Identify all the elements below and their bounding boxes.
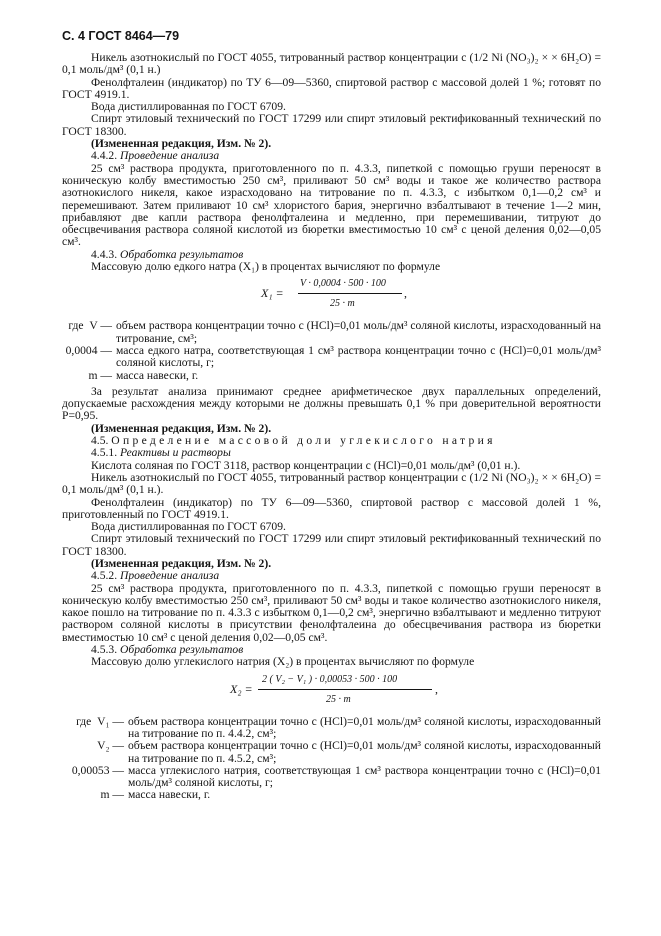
formula-lhs: X₂ = [230, 681, 253, 696]
definition-term: m — [88, 368, 112, 382]
definition-item [62, 740, 601, 765]
reagent-ethanol: Спирт этиловый технический по ГОСТ 17299 или спирт этиловый ректификованный технический по ГОСТ 18300. [62, 532, 601, 558]
page-header: С. 4 ГОСТ 8464—79 [62, 29, 180, 43]
section-number: 4.5.3. [91, 643, 118, 657]
formula-intro: Массовую долю едкого натра (X₁) в процентах вычисляют по формуле [91, 260, 441, 274]
definition-description: масса навески, г. [128, 788, 211, 802]
definition-description: объем раствора концентрации точно с (HCl)=0,01 моль/дм³ соляной кислоты, израсходованный на титрование по п. 4.4.2, см³; [128, 714, 601, 740]
formula-lhs: X₁ = [261, 286, 284, 301]
definition-term: где V₁ — [76, 714, 124, 728]
reagent-water: Вода дистиллированная по ГОСТ 6709. [91, 100, 286, 114]
definition-description: масса навески, г. [116, 368, 199, 382]
definition-item [62, 370, 601, 382]
section-number: 4.5.2. [91, 569, 118, 583]
revision-note: (Измененная редакция, Изм. № 2). [91, 421, 272, 435]
formula-comma: , [404, 286, 407, 301]
definition-term: 0,00053 — [71, 763, 124, 777]
section-heading-4-4-2 [62, 150, 601, 162]
reagent-phenolphthalein: Фенолфталеин (индикатор) по ТУ 6—09—5360, спиртовой раствор с массовой долей 1 %; готовят по ГОСТ 4919.1. [62, 75, 601, 101]
revision-note: (Измененная редакция, Изм. № 2). [91, 556, 272, 570]
reagent-nickel-nitrate: Никель азотнокислый по ГОСТ 4055, титрованный раствор концентрации с (1/2 Ni (NO₃)₂ × × 6H₂O) = 0,1 моль/дм³ (0,1 н.) [62, 51, 601, 77]
section-number: 4.5.1. [91, 446, 118, 460]
section-number: 4.5. [91, 434, 109, 448]
section-text-4-5-2: 25 см³ раствора продукта, приготовленного по п. 4.3.3, пипеткой с помощью груши переносят в коническую колбу вместимостью 250 см³, приливают 50 см³ воды и такое количество азотнокислого никеля, какое пошло на титрование по п. 4.3.3 с избытком 0,1—0,2 см³, энергично взбалтывают и медленно титруют раствором соляной кислоты в присутствии фенолфталеина до обесцвечивания раствора из бюретки вместимостью 10 см³ с ценой деления 0,02—0,05 см³. [62, 581, 601, 644]
section-title: Обработка результатов [120, 247, 244, 261]
reagent-phenolphthalein: Фенолфталеин (индикатор) по ТУ 6—09—5360, спиртовой раствор с массовой долей 1 %, приготовленный по ГОСТ 4919.1. [62, 495, 601, 521]
section-number: 4.4.2. [91, 149, 118, 163]
section-title: Проведение анализа [120, 569, 220, 583]
definition-description: объем раствора концентрации точно с (HCl)=0,01 моль/дм³ соляной кислоты, израсходованный на титрование по п. 4.5.2, см³; [128, 739, 601, 765]
result-statement: За результат анализа принимают среднее арифметическое двух параллельных определений, допускаемые расхождения между которыми не должны превышать 0,1 % при доверительной вероятности P=0,95. [62, 384, 601, 423]
definition-item [62, 345, 601, 370]
formula-numerator: V · 0,0004 · 500 · 100 [300, 278, 386, 290]
definition-description: масса углекислого натрия, соответствующая 1 см³ раствора концентрации точно с (HCl)=0,01 моль/дм³ соляной кислоты, г; [128, 763, 601, 790]
definition-item [62, 320, 601, 345]
formula-denominator: 25 · m [330, 298, 355, 310]
definition-item [62, 765, 601, 790]
section-text-4-4-2: 25 см³ раствора продукта, приготовленного по п. 4.3.3, пипеткой с помощью груши переносят в коническую колбу вместимостью 250 см³, приливают 50 см³ воды и такое же количество раствора азотнокислого никеля, какое израсходовано на титрование по п. 4.3.3, с избытком 0,1—0,2 см³ и перемешивают. Затем приливают 10 см³ хлористого бария, энергично взбалтывают в течение 1—2 мин, прибавляют две капли раствора фенолфталеина и медленно, при перемешивании, титруют до обесцвечивания раствора соляной кислотой из бюретки вместимостью 10 см³ с ценой деления 0,02—0,05 см³. [62, 161, 601, 249]
fraction-bar [258, 689, 432, 690]
definition-term: 0,0004 — [65, 343, 112, 357]
section-title: Проведение анализа [120, 149, 220, 163]
definition-term: где V — [68, 319, 112, 333]
revision-note: (Измененная редакция, Изм. № 2). [91, 137, 272, 151]
formula-x1 [62, 276, 601, 316]
section-title: Определение массовой доли углекислого натрия [111, 434, 496, 448]
formula-intro: Массовую долю углекислого натрия (X₂) в процентах вычисляют по формуле [91, 655, 475, 669]
definition-item [62, 789, 601, 801]
definition-description: объем раствора концентрации точно с (HCl)=0,01 моль/дм³ соляной кислоты, израсходованный на титрование, см³; [116, 319, 601, 345]
definition-item [62, 716, 601, 741]
section-heading-4-5-2 [62, 570, 601, 582]
section-title: Обработка результатов [120, 643, 244, 657]
formula-denominator: 25 · m [326, 693, 351, 705]
definition-term: m — [100, 788, 124, 802]
reagent-hydrochloric-acid: Кислота соляная по ГОСТ 3118, раствор концентрации с (HCl)=0,01 моль/дм³ (0,01 н.). [91, 458, 521, 472]
section-heading-4-5-1 [62, 447, 601, 459]
formula-x2 [62, 672, 601, 712]
definition-term: V₂ — [97, 739, 124, 753]
reagent-water: Вода дистиллированная по ГОСТ 6709. [91, 520, 286, 534]
fraction-bar [298, 293, 402, 294]
formula-numerator: 2 ( V₂ − V₁ ) · 0,00053 · 500 · 100 [262, 673, 398, 685]
section-title: Реактивы и растворы [120, 446, 231, 460]
page-content [62, 52, 601, 802]
formula-comma: , [435, 681, 438, 696]
reagent-nickel-nitrate: Никель азотнокислый по ГОСТ 4055, титрованный раствор концентрации с (1/2 Ni (NO₃)₂ × × 6H₂O) = 0,1 моль/дм³ (0,1 н.). [62, 470, 601, 497]
section-number: 4.4.3. [91, 247, 118, 261]
definition-description: масса едкого натра, соответствующая 1 см³ раствора концентрации точно с (HCl)=0,01 моль/дм³ соляной кислоты, г; [116, 343, 601, 370]
reagent-ethanol: Спирт этиловый технический по ГОСТ 17299 или спирт этиловый ректификованный технический по ГОСТ 18300. [62, 112, 601, 138]
